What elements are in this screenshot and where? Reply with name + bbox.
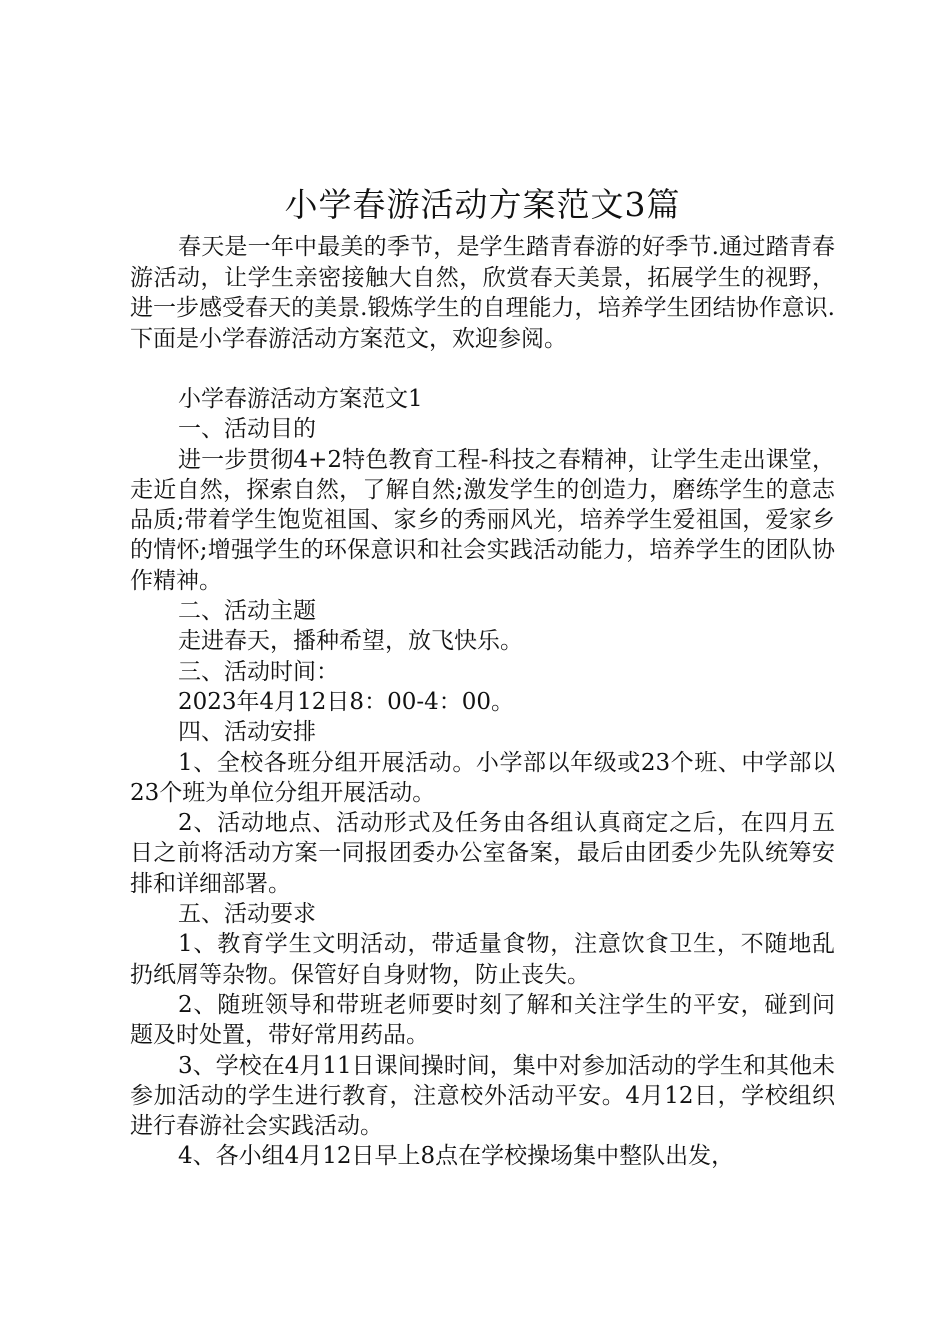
paragraph-requirement-2: 2、随班领导和带班老师要时刻了解和关注学生的平安，碰到问题及时处置，带好常用药品。 [130, 991, 835, 1049]
paragraph-arrangement-1: 1、全校各班分组开展活动。小学部以年级或23个班、中学部以23个班为单位分组开展活动。 [130, 749, 835, 806]
document-body [130, 384, 835, 1172]
paragraph-arrangement-2: 2、活动地点、活动形式及任务由各组认真商定之后，在四月五日之前将活动方案一同报团委办公室备案，最后由团委少先队统筹安排和详细部署。 [130, 810, 835, 897]
paragraph-requirement-1: 1、教育学生文明活动，带适量食物，注意饮食卫生，不随地乱扔纸屑等杂物。保管好自身财物，防止丧失。 [130, 931, 835, 988]
paragraph-purpose: 进一步贯彻4+2特色教育工程-科技之春精神，让学生走出课堂，走近自然，探索自然，了解自然;激发学生的创造力，磨练学生的意志品质;带着学生饱览祖国、家乡的秀丽风光，培养学生爱祖国，爱家乡的情怀;增强学生的环保意识和社会实践活动能力，培养学生的团队协作精神。 [130, 446, 835, 594]
heading-activity-purpose: 一、活动目的 [178, 416, 316, 443]
document-title: 小学春游活动方案范文3篇 [284, 185, 681, 224]
heading-activity-requirements: 五、活动要求 [178, 901, 316, 928]
heading-activity-time: 三、活动时间： [178, 658, 339, 685]
heading-activity-theme: 二、活动主题 [178, 598, 316, 625]
section-title-plan-1: 小学春游活动方案范文1 [178, 386, 423, 412]
paragraph-theme: 走进春天，播种希望，放飞快乐。 [178, 628, 523, 655]
paragraph-requirement-4: 4、各小组4月12日早上8点在学校操场集中整队出发， [178, 1143, 735, 1170]
paragraph-requirement-3: 3、学校在4月11日课间操时间，集中对参加活动的学生和其他未参加活动的学生进行教育，注意校外活动平安。4月12日，学校组织进行春游社会实践活动。 [130, 1052, 835, 1140]
paragraph-time: 2023年4月12日8：00-4：00。 [178, 688, 515, 715]
intro-paragraph: 春天是一年中最美的季节，是学生踏青春游的好季节.通过踏青春游活动，让学生亲密接触大自然，欣赏春天美景，拓展学生的视野，进一步感受春天的美景.锻炼学生的自理能力，培养学生团结协作意识.下面是小学春游活动方案范文，欢迎参阅。 [130, 234, 835, 352]
heading-activity-arrangement: 四、活动安排 [178, 719, 316, 746]
document-page [130, 182, 835, 1172]
